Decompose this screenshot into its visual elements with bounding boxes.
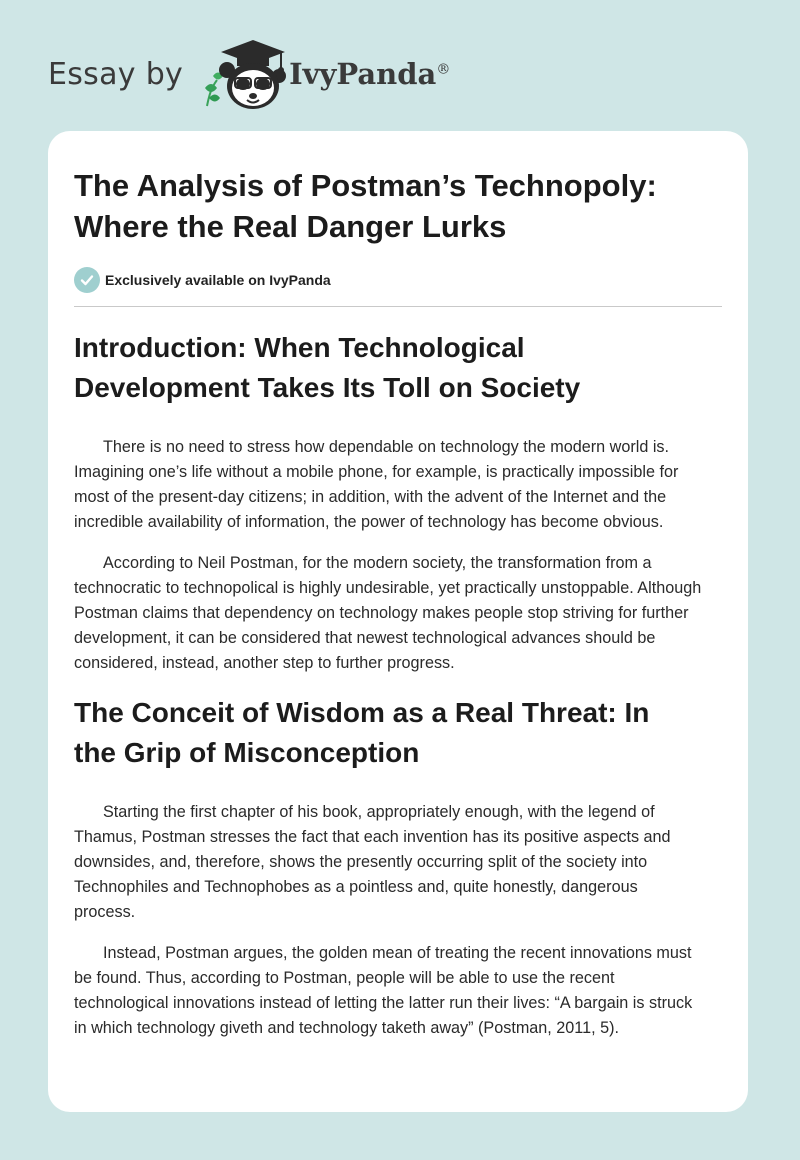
site-header [48,36,450,112]
text-line: process. [74,903,136,921]
text-line: incredible availability of information, the power of technology has become obvious. [74,513,664,531]
paragraph [74,800,722,925]
text-line: Instead, Postman argues, the golden mean of treating the recent innovations must [103,944,692,962]
text-line: Technophiles and Technophobes as a pointless and, quite honestly, dangerous [74,878,638,896]
heading-line: Introduction: When Technological [74,332,525,363]
text-line: Postman claims that dependency on technology makes people stop striving for further [74,604,689,622]
text-line: Starting the first chapter of his book, appropriately enough, with the legend of [103,803,655,821]
paragraph [74,551,722,676]
paragraph [74,941,722,1041]
text-line: There is no need to stress how dependable on technology the modern world is. [103,438,670,456]
panda-logo-icon[interactable] [197,36,287,112]
section-heading-conceit-of-wisdom [74,693,722,773]
essay-title [74,165,722,247]
registered-mark: ® [436,61,451,78]
text-line: technological innovations instead of letting the latter run their lives: “A bargain is struck [74,994,693,1012]
title-line: The Analysis of Postman’s Technopoly: [74,168,657,203]
text-line: be found. Thus, according to Postman, people will be able to use the recent [74,969,615,987]
text-line: technocratic to technopolical is highly undesirable, yet practically unstoppable. Although [74,579,702,597]
text-line: According to Neil Postman, for the modern society, the transformation from a [103,554,652,572]
essay-by-label: Essay by [48,56,184,92]
section-heading-introduction [74,328,722,408]
title-line: Where the Real Danger Lurks [74,209,507,244]
checkmark-icon [74,267,100,293]
text-line: downsides, and, therefore, shows the presently occurring split of the society into [74,853,648,871]
text-line: considered, instead, another step to further progress. [74,654,455,672]
text-line: in which technology giveth and technology taketh away” (Postman, 2011, 5). [74,1019,619,1037]
text-line: Imagining one’s life without a mobile phone, for example, is practically impossible for [74,463,679,481]
text-line: development, it can be considered that newest technological advances should be [74,629,656,647]
badge-label: Exclusively available on IvyPanda [105,272,331,288]
essay-card [48,131,748,1112]
brand-name[interactable] [289,57,450,91]
heading-line: The Conceit of Wisdom as a Real Threat: In [74,697,650,728]
brand-text: IvyPanda [289,57,437,91]
paragraph [74,435,722,535]
text-line: most of the present-day citizens; in addition, with the advent of the Internet and the [74,488,667,506]
heading-line: Development Takes Its Toll on Society [74,372,581,403]
text-line: Thamus, Postman stresses the fact that each invention has its positive aspects and [74,828,671,846]
heading-line: the Grip of Misconception [74,737,420,768]
divider [74,306,722,307]
exclusive-badge [74,267,722,293]
